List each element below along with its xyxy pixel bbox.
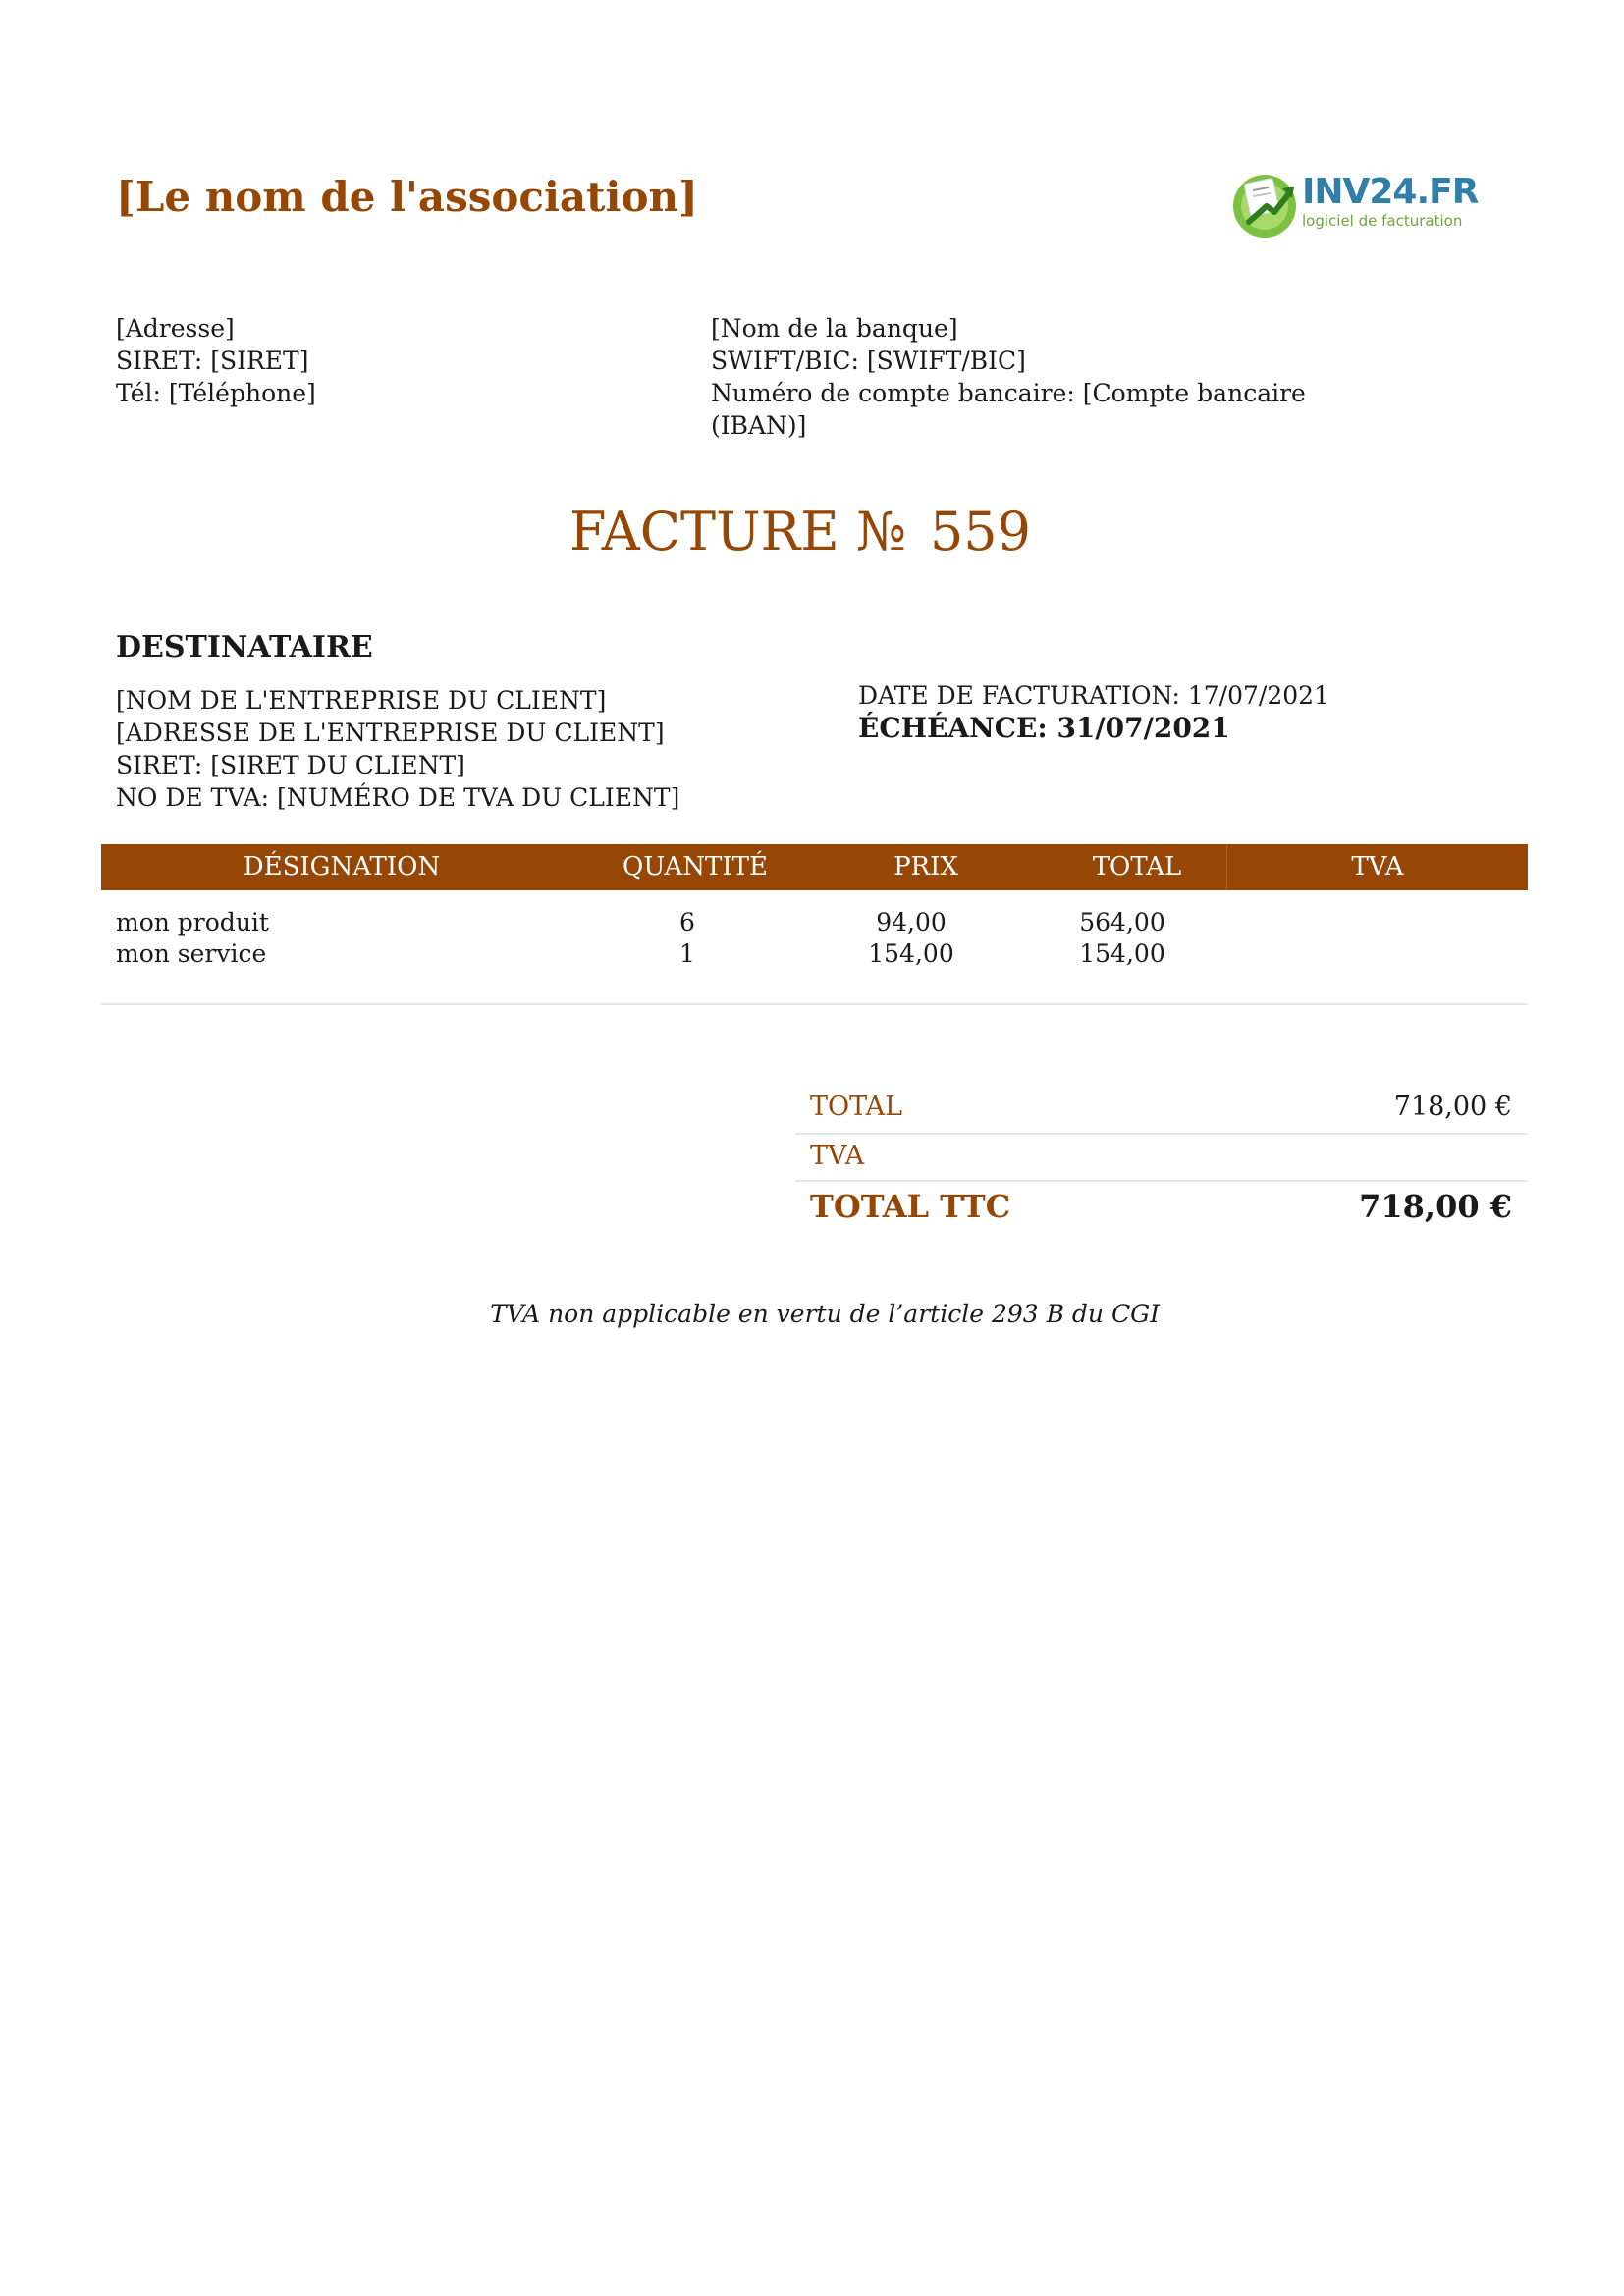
invoice-number: 559 bbox=[929, 501, 1032, 562]
row-total: 564,00 bbox=[1079, 908, 1165, 936]
total-ttc-value: 718,00 € bbox=[1359, 1188, 1512, 1225]
recipient-siret: SIRET: [SIRET DU CLIENT] bbox=[116, 751, 465, 779]
invoice-date: DATE DE FACTURATION: 17/07/2021 bbox=[858, 681, 1329, 710]
organization-name: [Le nom de l'association] bbox=[116, 173, 698, 221]
column-header-price: PRIX bbox=[893, 852, 958, 881]
due-date: ÉCHÉANCE: 31/07/2021 bbox=[858, 712, 1230, 744]
column-header-total: TOTAL bbox=[1092, 852, 1182, 881]
recipient-heading: DESTINATAIRE bbox=[116, 630, 373, 665]
row-designation: mon produit bbox=[116, 908, 269, 936]
total-label: TOTAL bbox=[810, 1092, 903, 1122]
bank-info bbox=[711, 312, 1306, 442]
bank-account-iban: (IBAN)] bbox=[711, 411, 807, 440]
sender-siret: SIRET: [SIRET] bbox=[116, 347, 309, 375]
logo-text: INV24.FR bbox=[1302, 172, 1479, 212]
row-quantity: 1 bbox=[679, 939, 695, 968]
table-row bbox=[0, 907, 1624, 938]
recipient-info bbox=[116, 684, 679, 814]
table-header bbox=[101, 844, 1528, 890]
recipient-address: [ADRESSE DE L'ENTREPRISE DU CLIENT] bbox=[116, 719, 665, 747]
totals-divider bbox=[795, 1133, 1528, 1135]
row-total: 154,00 bbox=[1079, 939, 1165, 968]
sender-info bbox=[116, 312, 316, 409]
invoice-title bbox=[0, 501, 1600, 562]
recipient-vat: NO DE TVA: [NUMÉRO DE TVA DU CLIENT] bbox=[116, 783, 680, 812]
invoice-dates bbox=[858, 679, 1329, 744]
row-designation: mon service bbox=[116, 939, 267, 968]
column-header-vat: TVA bbox=[1351, 852, 1404, 881]
invoice-title-label: FACTURE № bbox=[568, 501, 906, 562]
bank-account: Numéro de compte bancaire: [Compte bancaire bbox=[711, 379, 1306, 407]
table-row bbox=[0, 938, 1624, 970]
row-price: 154,00 bbox=[868, 939, 954, 968]
sender-address: [Adresse] bbox=[116, 314, 235, 343]
row-price: 94,00 bbox=[876, 908, 947, 936]
bank-name: [Nom de la banque] bbox=[711, 314, 958, 343]
sender-phone: Tél: [Téléphone] bbox=[116, 379, 316, 407]
bank-swift: SWIFT/BIC: [SWIFT/BIC] bbox=[711, 347, 1026, 375]
recipient-company: [NOM DE L'ENTREPRISE DU CLIENT] bbox=[116, 686, 607, 715]
logo bbox=[1302, 173, 1478, 230]
column-header-quantity: QUANTITÉ bbox=[623, 852, 768, 881]
total-value: 718,00 € bbox=[1393, 1092, 1512, 1122]
table-bottom-divider bbox=[101, 1003, 1528, 1005]
logo-subtitle: logiciel de facturation bbox=[1302, 212, 1463, 230]
row-quantity: 6 bbox=[679, 908, 695, 936]
vat-label: TVA bbox=[810, 1141, 865, 1171]
totals-divider bbox=[795, 1180, 1528, 1182]
column-header-designation: DÉSIGNATION bbox=[243, 852, 441, 881]
vat-exemption-note: TVA non applicable en vertu de l’article 293 B du CGI bbox=[490, 1300, 1160, 1328]
total-ttc-label: TOTAL TTC bbox=[810, 1188, 1011, 1225]
